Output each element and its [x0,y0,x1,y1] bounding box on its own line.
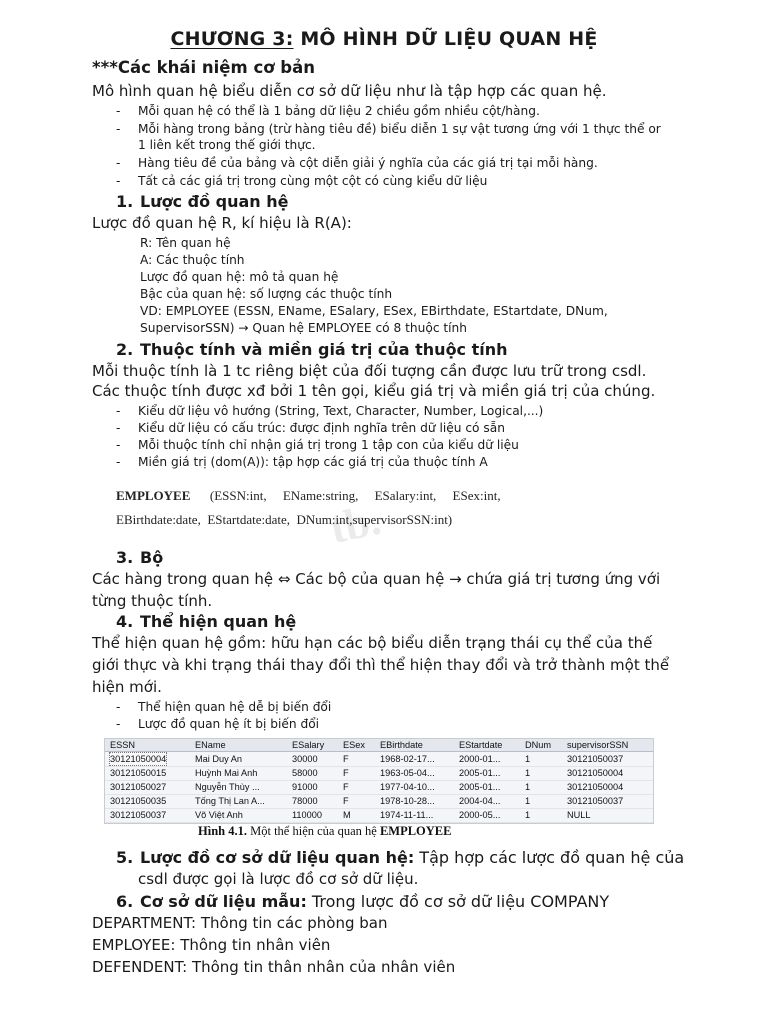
table-cell: 1963-05-04... [380,768,435,778]
table-cell: 30121050004 [567,768,624,778]
table-cell: 2005-01... [459,782,501,792]
schema-line-1: EMPLOYEE (ESSN:int, EName:string, ESalary:int, ESex:int, [116,488,501,503]
section-3-text: Các hàng trong quan hệ ⇔ Các bộ của quan hệ → chứa giá trị tương ứng với [92,570,661,588]
table-row [105,780,653,795]
intro-heading: ***Các khái niệm cơ bản [92,58,315,77]
column-header: ESex [343,740,365,750]
table-cell: 30121050004 [110,754,167,764]
section-6-line: DEPARTMENT: Thông tin các phòng ban [92,914,388,932]
column-header: EBirthdate [380,740,423,750]
table-cell: NULL [567,810,591,820]
column-header: supervisorSSN [567,740,629,750]
intro-text: Mô hình quan hệ biểu diễn cơ sở dữ liệu như là tập hợp các quan hệ. [92,82,607,100]
table-cell: 58000 [292,768,318,778]
section-6-heading: 6. Cơ sở dữ liệu mẫu: Trong lược đồ cơ sở dữ liệu COMPANY [116,892,610,911]
section-1-line: SupervisorSSN) → Quan hệ EMPLOYEE có 8 thuộc tính [140,321,468,335]
table-cell: 30121050027 [110,782,167,792]
column-header: DNum [525,740,552,750]
section-2-bullet: - Miền giá trị (dom(A)): tập hợp các giá trị của thuộc tính A [116,455,488,469]
table-row [105,808,653,823]
section-4-text: giới thực và khi trạng thái thay đổi thì thể hiện thay đổi và trở thành một thể [92,656,670,674]
table-cell: F [343,796,349,806]
table-cell: 30121050004 [567,782,624,792]
chapter-label: CHƯƠNG 3: [170,28,294,50]
table-cell: 30121050015 [110,768,167,778]
table-cell: F [343,754,349,764]
figure-caption: Hình 4.1. Một thể hiện của quan hệ EMPLOYEE [198,824,452,838]
section-2-bullet: - Mỗi thuộc tính chỉ nhận giá trị trong 1 tập con của kiểu dữ liệu [116,438,519,452]
section-4-heading: 4. Thể hiện quan hệ [116,612,297,631]
table-cell: 1968-02-17... [380,754,435,764]
section-6-line: DEFENDENT: Thông tin thân nhân của nhân viên [92,958,456,976]
section-1-line: A: Các thuộc tính [140,253,245,267]
column-header: ESalary [292,740,325,750]
section-5-text: csdl được gọi là lược đồ cơ sở dữ liệu. [138,870,419,888]
watermark-logo: tb. [325,494,385,554]
table-cell: Nguyễn Thùy ... [195,782,260,792]
table-cell: 1 [525,796,531,806]
table-cell: 1977-04-10... [380,782,435,792]
table-cell: 91000 [292,782,318,792]
table-cell: 1 [525,754,531,764]
table-cell: 30121050037 [567,796,624,806]
section-3-heading: 3. Bộ [116,548,164,567]
table-cell: 30000 [292,754,318,764]
table-cell: M [343,810,351,820]
table-cell: F [343,782,349,792]
section-1-line: VD: EMPLOYEE (ESSN, EName, ESalary, ESex, EBirthdate, EStartdate, DNum, [140,304,608,318]
table-cell: 30121050037 [110,810,167,820]
section-6-line: EMPLOYEE: Thông tin nhân viên [92,936,331,954]
section-1-line: Bậc của quan hệ: số lượng các thuộc tính [140,287,393,301]
table-cell: F [343,768,349,778]
table-cell: 1 [525,782,531,792]
table-cell: Võ Việt Anh [195,810,243,820]
section-3-text: từng thuộc tính. [92,592,213,610]
table-cell: 1 [525,768,531,778]
intro-bullet-continuation: 1 liên kết trong thế giới thực. [138,138,316,152]
column-header: EName [195,740,226,750]
table-cell: Mai Duy An [195,754,242,764]
intro-bullet: - Hàng tiêu đề của bảng và cột diễn giải ý nghĩa của các giá trị tại mỗi hàng. [116,156,598,170]
section-1-text: Lược đồ quan hệ R, kí hiệu là R(A): [92,214,352,232]
section-5-heading: 5. Lược đồ cơ sở dữ liệu quan hệ: Tập hợp các lược đồ quan hệ của [116,848,685,867]
table-cell: Tống Thị Lan A... [195,796,265,806]
table-cell: 110000 [292,810,322,820]
section-2-text: Các thuộc tính được xđ bởi 1 tên gọi, kiểu giá trị và miền giá trị của chúng. [92,382,656,400]
intro-bullet: - Tất cả các giá trị trong cùng một cột có cùng kiểu dữ liệu [116,174,488,188]
table-cell: 78000 [292,796,318,806]
table-cell: 1974-11-11... [380,810,434,820]
section-4-bullet: - Lược đồ quan hệ ít bị biến đổi [116,717,320,731]
column-header: ESSN [110,740,136,750]
table-cell: 1978-10-28... [380,796,435,806]
table-cell: 1 [525,810,531,820]
table-cell: 2000-01... [459,754,501,764]
table-cell: 30121050035 [110,796,167,806]
table-row [105,794,653,809]
section-1-line: R: Tên quan hệ [140,236,231,250]
column-header: EStartdate [459,740,503,750]
section-1-heading: 1. Lược đồ quan hệ [116,192,289,211]
chapter-title: MÔ HÌNH DỮ LIỆU QUAN HỆ [293,28,598,50]
table-cell: 2005-01... [459,768,501,778]
table-cell: 30121050037 [567,754,624,764]
table-cell: Huỳnh Mai Anh [195,768,258,778]
table-row [105,766,653,781]
section-1-line: Lược đồ quan hệ: mô tả quan hệ [140,270,339,284]
table-row [105,752,653,767]
page-title [0,28,768,50]
table-cell: 2000-05... [459,810,501,820]
section-2-heading: 2. Thuộc tính và miền giá trị của thuộc tính [116,340,508,359]
table-header-row [105,739,653,752]
section-4-text: hiện mới. [92,678,162,696]
table-cell: 2004-04... [459,796,501,806]
intro-bullet: - Mỗi hàng trong bảng (trừ hàng tiêu đề) biểu diễn 1 sự vật tương ứng với 1 thực thể or [116,122,661,136]
section-4-text: Thể hiện quan hệ gồm: hữu hạn các bộ biểu diễn trạng thái cụ thể của thế [92,634,653,652]
intro-bullet: - Mỗi quan hệ có thể là 1 bảng dữ liệu 2 chiều gồm nhiều cột/hàng. [116,104,540,118]
section-2-bullet: - Kiểu dữ liệu có cấu trúc: được định nghĩa trên dữ liệu có sẵn [116,421,505,435]
schema-line-2: EBirthdate:date, EStartdate:date, DNum:int,supervisorSSN:int) [116,512,453,527]
section-2-bullet: - Kiểu dữ liệu vô hướng (String, Text, Character, Number, Logical,...) [116,404,544,418]
employee-table [104,738,654,824]
section-4-bullet: - Thể hiện quan hệ dễ bị biến đổi [116,700,332,714]
section-2-text: Mỗi thuộc tính là 1 tc riêng biệt của đối tượng cần được lưu trữ trong csdl. [92,362,647,380]
